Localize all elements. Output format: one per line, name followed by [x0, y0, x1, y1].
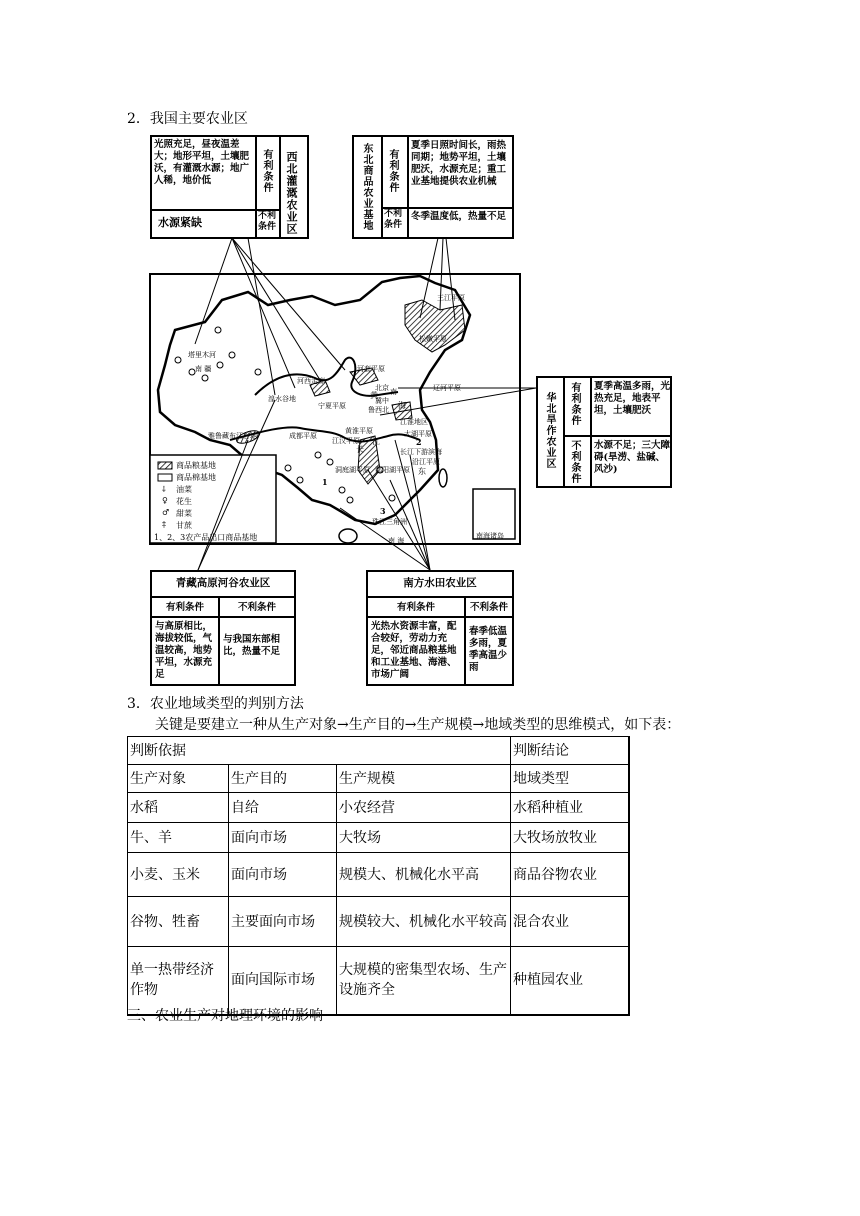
qinghai-tibet-unfavorable: 与我国东部相比，热量不足	[223, 634, 281, 657]
map-label-south-sea: 南 海	[388, 537, 405, 545]
north-china-region-name: 华北旱作农业区	[544, 392, 555, 469]
map-label-dongting: 洞庭湖平原	[335, 466, 370, 474]
map-label-ji: 冀中	[375, 397, 389, 405]
map-label-hexi: 河西走廊	[297, 377, 325, 385]
northeast-unfavorable: 冬季温度低，热量不足	[411, 211, 507, 222]
northeast-unfavorable-label: 不利条件	[384, 209, 403, 230]
table-cell: 大规模的密集型农场、生产设施齐全	[337, 947, 511, 1015]
northwest-favorable-label: 有利条件	[261, 149, 272, 193]
legend-peanut: 花生	[176, 497, 192, 506]
table-header-conclusion: 判断结论	[511, 737, 629, 765]
table-col-scale: 生产规模	[337, 765, 511, 793]
northwest-unfavorable-label: 不利条件	[258, 211, 277, 232]
map-label-sanjiang: 三江平原	[437, 294, 465, 302]
north-china-conditions: 夏季高温多雨，光热充足，地表平坦，土壤肥沃	[594, 381, 671, 416]
table-row	[128, 793, 629, 823]
qinghai-tibet-favorable: 与高原相比，海拔较低，气温较高，地势平坦，水源充足	[155, 621, 213, 680]
map-label-changjiang-delta: 长江下游滨海	[400, 448, 442, 456]
table-cell: 单一热带经济作物	[128, 947, 229, 1015]
map-label-beijing: 北京	[375, 384, 389, 392]
table-cell: 规模大、机械化水平高	[337, 853, 511, 897]
legend-grain: 商品粮基地	[176, 461, 216, 470]
map-label-coastal-jiang: 沿江平原	[412, 458, 440, 466]
table-cell: 混合农业	[511, 897, 629, 947]
map-label-dong: 东	[418, 467, 426, 476]
table-cell: 水稻	[128, 793, 229, 823]
map-label-hetao: 河套平原	[357, 365, 385, 373]
map-number-2: 2	[416, 437, 422, 447]
map-label-huangshui: 湟水谷地	[268, 395, 296, 403]
table-cell: 大牧场	[337, 823, 511, 853]
table-col-purpose: 生产目的	[229, 765, 337, 793]
north-china-unfavorable: 水源不足；三大障碍(旱涝、盐碱、风沙)	[594, 440, 671, 475]
map-label-liaohe: 辽河平原	[433, 384, 461, 392]
table-header-basis: 判断依据	[128, 737, 511, 765]
map-label-taihu: 太湖平原	[404, 430, 432, 438]
section3-heading: 3．农业地域类型的判别方法	[127, 696, 304, 712]
map-label-yarlung: 雅鲁藏布江谷地	[208, 432, 257, 440]
south-favorable-label: 有利条件	[396, 602, 435, 613]
table-row	[128, 853, 629, 897]
qinghai-tibet-title: 青藏高原河谷农业区	[175, 577, 271, 589]
judgement-table	[127, 736, 630, 1016]
table-cell: 面向国际市场	[229, 947, 337, 1015]
table-col-type: 地域类型	[511, 765, 629, 793]
map-label-jiang: 江	[372, 437, 380, 446]
map-label-pearl-delta: 珠江三角洲	[372, 518, 407, 526]
map-number-3: 3	[380, 506, 386, 516]
legend-peanut-icon: ♀	[162, 496, 168, 505]
legend-rapeseed: 油菜	[176, 485, 192, 494]
map-label-chengdu: 成都平原	[289, 432, 317, 440]
map-label-songnen: 松嫩平原	[419, 335, 447, 343]
northeast-region-box	[352, 135, 514, 239]
map-label-jianghan: 江汉平原	[332, 437, 360, 445]
map-label-ningxia: 宁夏平原	[318, 402, 346, 410]
table-row	[128, 897, 629, 947]
legend-sugarcane: 甘蔗	[176, 521, 192, 530]
table-cell: 商品谷物农业	[511, 853, 629, 897]
legend-rapeseed-icon: ⸸	[162, 485, 166, 494]
northwest-region-box	[150, 135, 309, 239]
north-china-favorable-label: 有利条件	[569, 382, 580, 426]
table-cell: 谷物、牲畜	[128, 897, 229, 947]
table-cell: 规模较大、机械化水平较高	[337, 897, 511, 947]
north-china-unfavorable-label: 不利条件	[569, 440, 580, 484]
table-cell: 面向市场	[229, 823, 337, 853]
legend-cotton: 商品棉基地	[176, 473, 216, 482]
table-cell: 面向市场	[229, 853, 337, 897]
map-label-hai: 海	[398, 401, 406, 410]
section-heading: 2．我国主要农业区	[127, 111, 248, 127]
map-label-chang: 长	[356, 445, 364, 454]
legend-sugarcane-icon: ‡	[162, 520, 166, 529]
section3-intro: 关键是要建立一种从生产对象→生产目的→生产规模→地域类型的思维模式，如下表：	[155, 717, 681, 733]
table-cell: 小麦、玉米	[128, 853, 229, 897]
map-label-tarim: 塔里木河	[188, 351, 216, 359]
map-label-nanjiang: 南 疆	[195, 365, 212, 373]
legend-beet: 甜菜	[176, 509, 192, 518]
qinghai-tibet-unfavorable-label: 不利条件	[237, 602, 276, 613]
qinghai-tibet-favorable-label: 有利条件	[165, 602, 204, 613]
table-cell: 种植园农业	[511, 947, 629, 1015]
map-label-poyang: 鄱阳湖平原	[375, 466, 410, 474]
northwest-conditions: 光照充足，昼夜温差大；地形平坦，土壤肥沃，有灌溉水源；地广人稀，地价低	[154, 139, 250, 186]
south-unfavorable: 春季低温多雨，夏季高温少雨	[469, 626, 508, 673]
northwest-region-name: 西北灌溉农业区	[285, 151, 298, 235]
legend-beet-icon: ♂	[162, 508, 170, 517]
map-label-huanghuai: 黄淮平原	[345, 427, 373, 435]
section-three-heading: 三、农业生产对地理环境的影响	[127, 1008, 323, 1024]
northwest-unfavorable: 水源紧缺	[158, 216, 202, 229]
north-china-region-box	[536, 376, 672, 488]
table-cell: 大牧场放牧业	[511, 823, 629, 853]
south-favorable: 光热水资源丰富，配合较好，劳动力充足，邻近商品粮基地和工业基地、海港、市场广阔	[371, 621, 457, 680]
qinghai-tibet-region-box	[150, 570, 296, 686]
map-label-lu: 鲁西北	[368, 406, 389, 414]
table-cell: 主要面向市场	[229, 897, 337, 947]
northeast-conditions: 夏季日照时间长，雨热同期；地势平坦，土壤肥沃，水源充足；重工业基地提供农业机械	[411, 140, 507, 187]
table-cell: 牛、羊	[128, 823, 229, 853]
south-region-box	[366, 570, 514, 686]
map-label-nan: 南	[390, 388, 397, 396]
table-cell: 水稻种植业	[511, 793, 629, 823]
map-label-jianghuai: 江淮地区	[400, 418, 428, 426]
south-unfavorable-label: 不利条件	[469, 602, 508, 613]
south-title: 南方水田农业区	[403, 577, 477, 589]
table-col-object: 生产对象	[128, 765, 229, 793]
map-label-south-islands: 南海诸岛	[476, 532, 504, 540]
northeast-favorable-label: 有利条件	[387, 149, 398, 193]
map-label-huang: 黄	[370, 391, 378, 400]
table-cell: 自给	[229, 793, 337, 823]
northeast-region-name: 东北商品农业基地	[361, 143, 372, 231]
table-cell: 小农经营	[337, 793, 511, 823]
map-number-1: 1	[322, 477, 328, 487]
legend-export: 1、2、3农产品出口商品基地	[154, 533, 258, 542]
table-row	[128, 823, 629, 853]
